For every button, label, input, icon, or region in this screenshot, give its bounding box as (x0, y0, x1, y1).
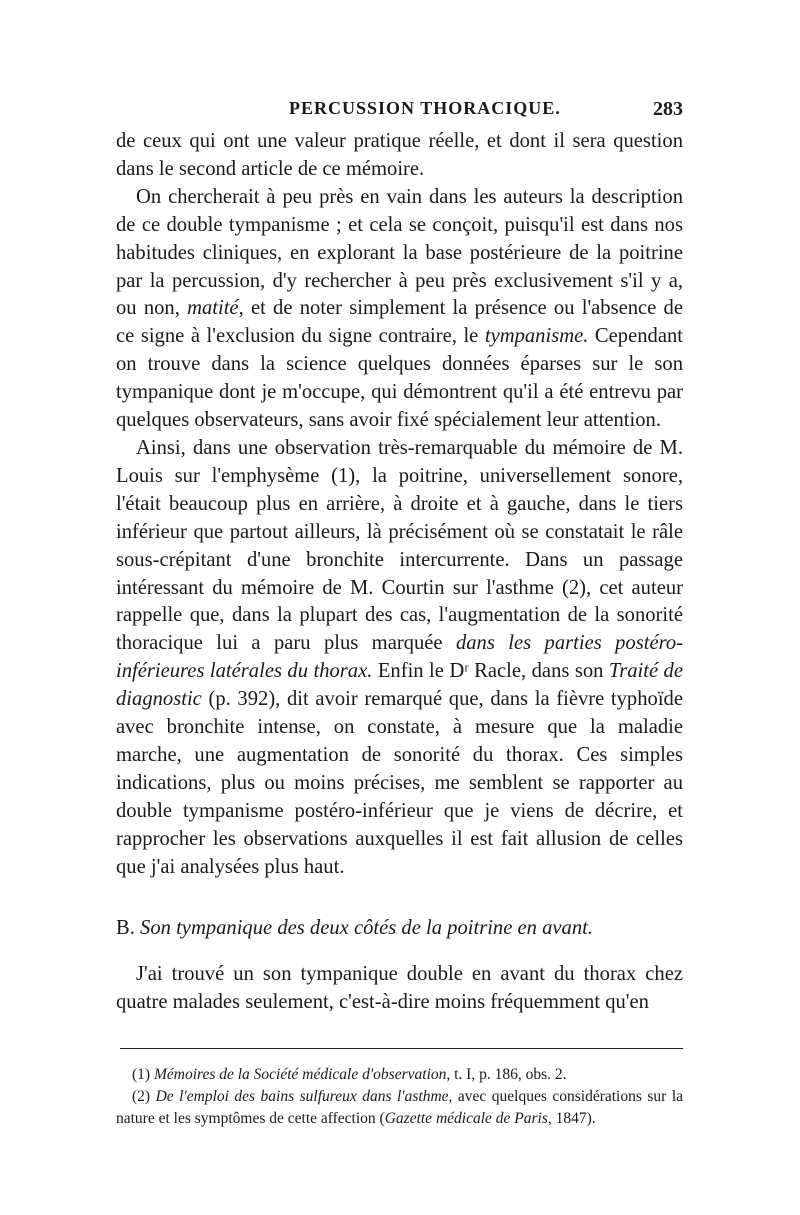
paragraph-section-b: J'ai trouvé un son tympanique double en avant du thorax chez quatre malades seulement, c'est-à-dire moins fréquemment qu'en (116, 963, 683, 1013)
running-head: PERCUSSION THORACIQUE. (289, 98, 561, 118)
footnote-number: (2) (132, 1088, 156, 1105)
main-text (116, 128, 683, 881)
subsection-heading (116, 914, 683, 942)
italic-term-tympanisme: tympanisme. (484, 325, 589, 348)
text-run: Enfin le Dʳ Racle, dans son (372, 660, 609, 683)
page-header (116, 96, 683, 124)
footnote-text: , t. I, p. 186, obs. 2. (446, 1066, 567, 1083)
footnote-journal: Gazette médicale de Paris (384, 1110, 548, 1127)
text-run: et de noter simplement la présence ou l'absence de ce signe à l'exclusion du signe contraire, le (116, 297, 683, 348)
text-run: Cependant on trouve dans la science quelques données éparses sur le son tympanique dont je m'occupe, qui démontrent qu'il a été entrevu par quelques observateurs, sans avoir fixé spécialement leur attention. (116, 325, 684, 432)
page-number: 283 (653, 98, 683, 120)
footnote-2 (116, 1086, 683, 1130)
text-run: On chercherait à peu près en vain dans les auteurs la description de ce double tympanisme ; et cela se conçoit, puisqu'il est dans nos habitudes cliniques, en explorant la base postérieure de la poitrine par la percussion, d'y rechercher à peu près exclusivement s'il y a, ou non, (116, 185, 683, 320)
paragraph-description (116, 184, 683, 435)
footnote-number: (1) (132, 1066, 154, 1083)
footnote-title: Mémoires de la Société médicale d'observation (153, 1066, 447, 1083)
text-run: Ainsi, dans une observation très-remarquable du mémoire de M. Louis sur l'emphysème (1), la poitrine, universellement sonore, l'était beaucoup plus en arrière, à droite et à gauche, dans le tiers inférieur que partout ailleurs, là précisément où se constatait le râle sous-crépitant d'une bronchite intercurrente. Dans un passage intéressant du mémoire de M. Courtin sur l'asthme (2), cet auteur rappelle que, dans la plupart des cas, l'augmentation de la sonorité thoracique lui a paru plus marquée (116, 436, 683, 655)
italic-quote: dans les parties postéro-inférieures latérales du thorax. (116, 632, 683, 683)
footnote-divider (120, 1048, 683, 1049)
text-run: (p. 392), dit avoir remarqué que, dans la fièvre typhoïde avec bronchite intense, on constate, à mesure que la maladie marche, une augmentation de sonorité du thorax. Ces simples indications, plus ou moins précises, me semblent se rapporter au double tympanisme postéro-inférieur que je viens de décrire, et rapprocher les observations auxquelles il est fait allusion de celles que j'ai analysées plus haut. (116, 688, 683, 878)
subsection-label: B. (116, 917, 141, 939)
footnote-text: , avec quelques considérations sur la nature et les symptômes de cette affection ( (116, 1088, 684, 1127)
italic-book-title: Traité de diagnostic (116, 660, 683, 711)
paragraph-continuation: de ceux qui ont une valeur pratique réelle, et dont il sera question dans le second article de ce mémoire. (116, 130, 683, 180)
subsection-title: Son tympanique des deux côtés de la poitrine en avant. (140, 917, 593, 939)
footnote-text: , 1847). (547, 1110, 596, 1127)
footnotes (116, 1064, 683, 1130)
paragraph-observations (116, 435, 683, 882)
italic-term-matite: matité, (187, 297, 244, 320)
footnote-title: De l'emploi des bains sulfureux dans l'asthme (155, 1088, 449, 1105)
footnote-1 (116, 1064, 683, 1086)
